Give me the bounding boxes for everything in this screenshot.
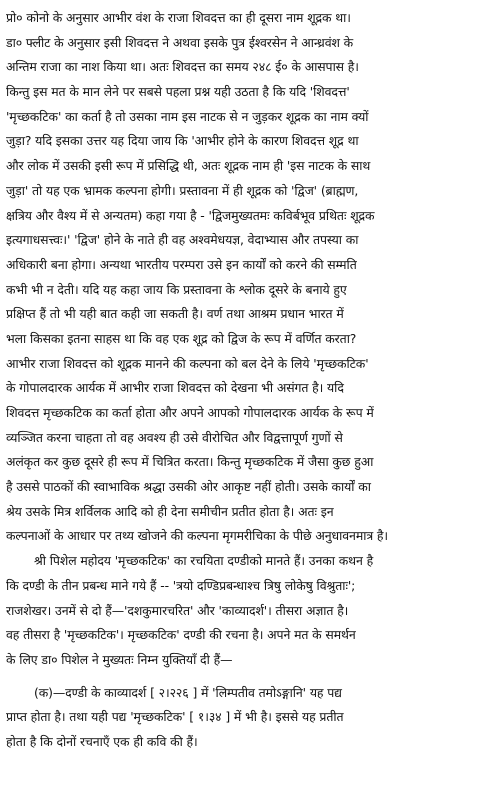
text-line: प्रक्षिप्त हैं तो भी यही बात कही जा सकती है। वर्ण तथा आश्रम प्रधान भारत में bbox=[6, 306, 344, 322]
text-line: क्षत्रिय और वैश्य में से अन्यतम) कहा गया है - 'द्विजमुख्यतमः कविर्बभूव प्रथितः शूद्रक bbox=[6, 207, 375, 223]
text-line: जुड़ा' तो यह एक भ्रामक कल्पना होगी। प्रस्तावना में ही शूद्रक को 'द्विज' (ब्राह्मण, bbox=[6, 182, 359, 198]
text-line: इत्यगाधसत्त्वः।' 'द्विज' होने के नाते ही वह अश्वमेधयज्ञ, वेदाभ्यास और तपस्या का bbox=[6, 232, 359, 248]
text-line: वह तीसरा है 'मृच्छकटिक'। मृच्छकटिक' दण्डी की रचना है। अपने मत के समर्थन bbox=[6, 627, 356, 643]
text-line: कि दण्डी के तीन प्रबन्ध माने गये हैं -- 'त्रयो दण्डिप्रबन्धाश्च त्रिषु लोकेषु विश्रुताः'; bbox=[6, 577, 356, 593]
text-line: राजशेखर। उनमें से दो हैं—'दशकुमारचरित' और 'काव्यादर्श'। तीसरा अज्ञात है। bbox=[6, 602, 349, 618]
text-line: प्रो० कोनो के अनुसार आभीर वंश के राजा शिवदत्त का ही दूसरा नाम शूद्रक था। bbox=[6, 10, 351, 25]
text-line: श्रेय उसके मित्र शर्विलक आदि को ही देना समीचीन प्रतीत होता है। अतः इन bbox=[6, 503, 334, 519]
text-line: और लोक में उसकी इसी रूप में प्रसिद्धि थी, अतः शूद्रक नाम ही 'इस नाटक के साथ bbox=[6, 158, 371, 174]
text-line: है उससे पाठकों की स्वाभाविक श्रद्धा उसकी ओर आकृष्ट नहीं होती। उसके कार्यों का bbox=[6, 479, 371, 495]
text-line: होता है कि दोनों रचनाएँ एक ही कवि की हैं। bbox=[6, 733, 198, 749]
text-line: अन्तिम राजा का नाश किया था। अतः शिवदत्त का समय २४८ ई० के आसपास है। bbox=[6, 59, 359, 75]
text-line: श्री पिशेल महोदय 'मृच्छकटिक' का रचयिता दण्डीको मानते हैं। उनका कथन है bbox=[34, 553, 374, 569]
paragraph-gap bbox=[6, 673, 473, 681]
text-line: डा० फ्लीट के अनुसार इसी शिवदत्त ने अथवा इसके पुत्र ईश्वरसेन ने आन्ध्रवंश के bbox=[6, 34, 354, 50]
text-line: प्राप्त होता है। तथा यही पद्य 'मृच्छकटिक' [ १।३४ ] में भी है। इससे यह प्रतीत bbox=[6, 709, 344, 725]
paragraph-2 bbox=[6, 549, 473, 672]
paragraph-1 bbox=[6, 6, 473, 549]
paragraph-3 bbox=[6, 681, 473, 755]
text-line: अधिकारी बना होगा। अन्यथा भारतीय परम्परा उसे इन कार्यों को करने की सम्मति bbox=[6, 256, 357, 272]
text-line: शिवदत्त मृच्छकटिक का कर्ता होता और अपने आपको गोपालदारक आर्यक के रूप में bbox=[6, 405, 374, 420]
text-line: 'मृच्छकटिक' का कर्ता है तो उसका नाम इस नाटक से न जुड़कर शूद्रक का नाम क्यों bbox=[6, 108, 369, 124]
text-line: अलंकृत कर कुछ दूसरे ही रूप में चित्रित करता। किन्तु मृच्छकटिक में जैसा कुछ हुआ bbox=[6, 454, 374, 470]
text-line: व्यञ्जित करना चाहता तो वह अवश्य ही उसे वीरोचित और विद्वत्तापूर्ण गुणों से bbox=[6, 429, 343, 445]
text-line: जुड़ा? यदि इसका उत्तर यह दिया जाय कि 'आभीर होने के कारण शिवदत्त शूद्र था bbox=[6, 133, 359, 149]
text-line: किन्तु इस मत के मान लेने पर सबसे पहला प्रश्न यही उठता है कि यदि 'शिवदत्त' bbox=[6, 84, 350, 100]
text-line: के लिए डा० पिशेल ने मुख्यतः निम्न युक्तियाँ दी हैं— bbox=[6, 651, 233, 667]
text-line: के गोपालदारक आर्यक में आभीर राजा शिवदत्त को देखना भी असंगत है। यदि bbox=[6, 380, 344, 396]
text-line: कभी भी न देती। यदि यह कहा जाय कि प्रस्तावना के श्लोक दूसरे के बनाये हुए bbox=[6, 281, 347, 297]
text-line: (क)—दण्डी के काव्यादर्श [ २।२२६ ] में 'लिम्पतीव तमोऽङ्गानि' यह पद्य bbox=[34, 684, 342, 700]
text-line: आभीर राजा शिवदत्त को शूद्रक मानने की कल्पना को बल देने के लिये 'मृच्छकटिक' bbox=[6, 355, 369, 371]
text-line: कल्पनाओं के आधार पर तथ्य खोजने की कल्पना मृगमरीचिका के पीछे अनुधावनमात्र है। bbox=[6, 528, 388, 544]
text-line: भला किसका इतना साहस था कि वह एक शूद्र को द्विज के रूप में वर्णित करता? bbox=[6, 330, 357, 346]
